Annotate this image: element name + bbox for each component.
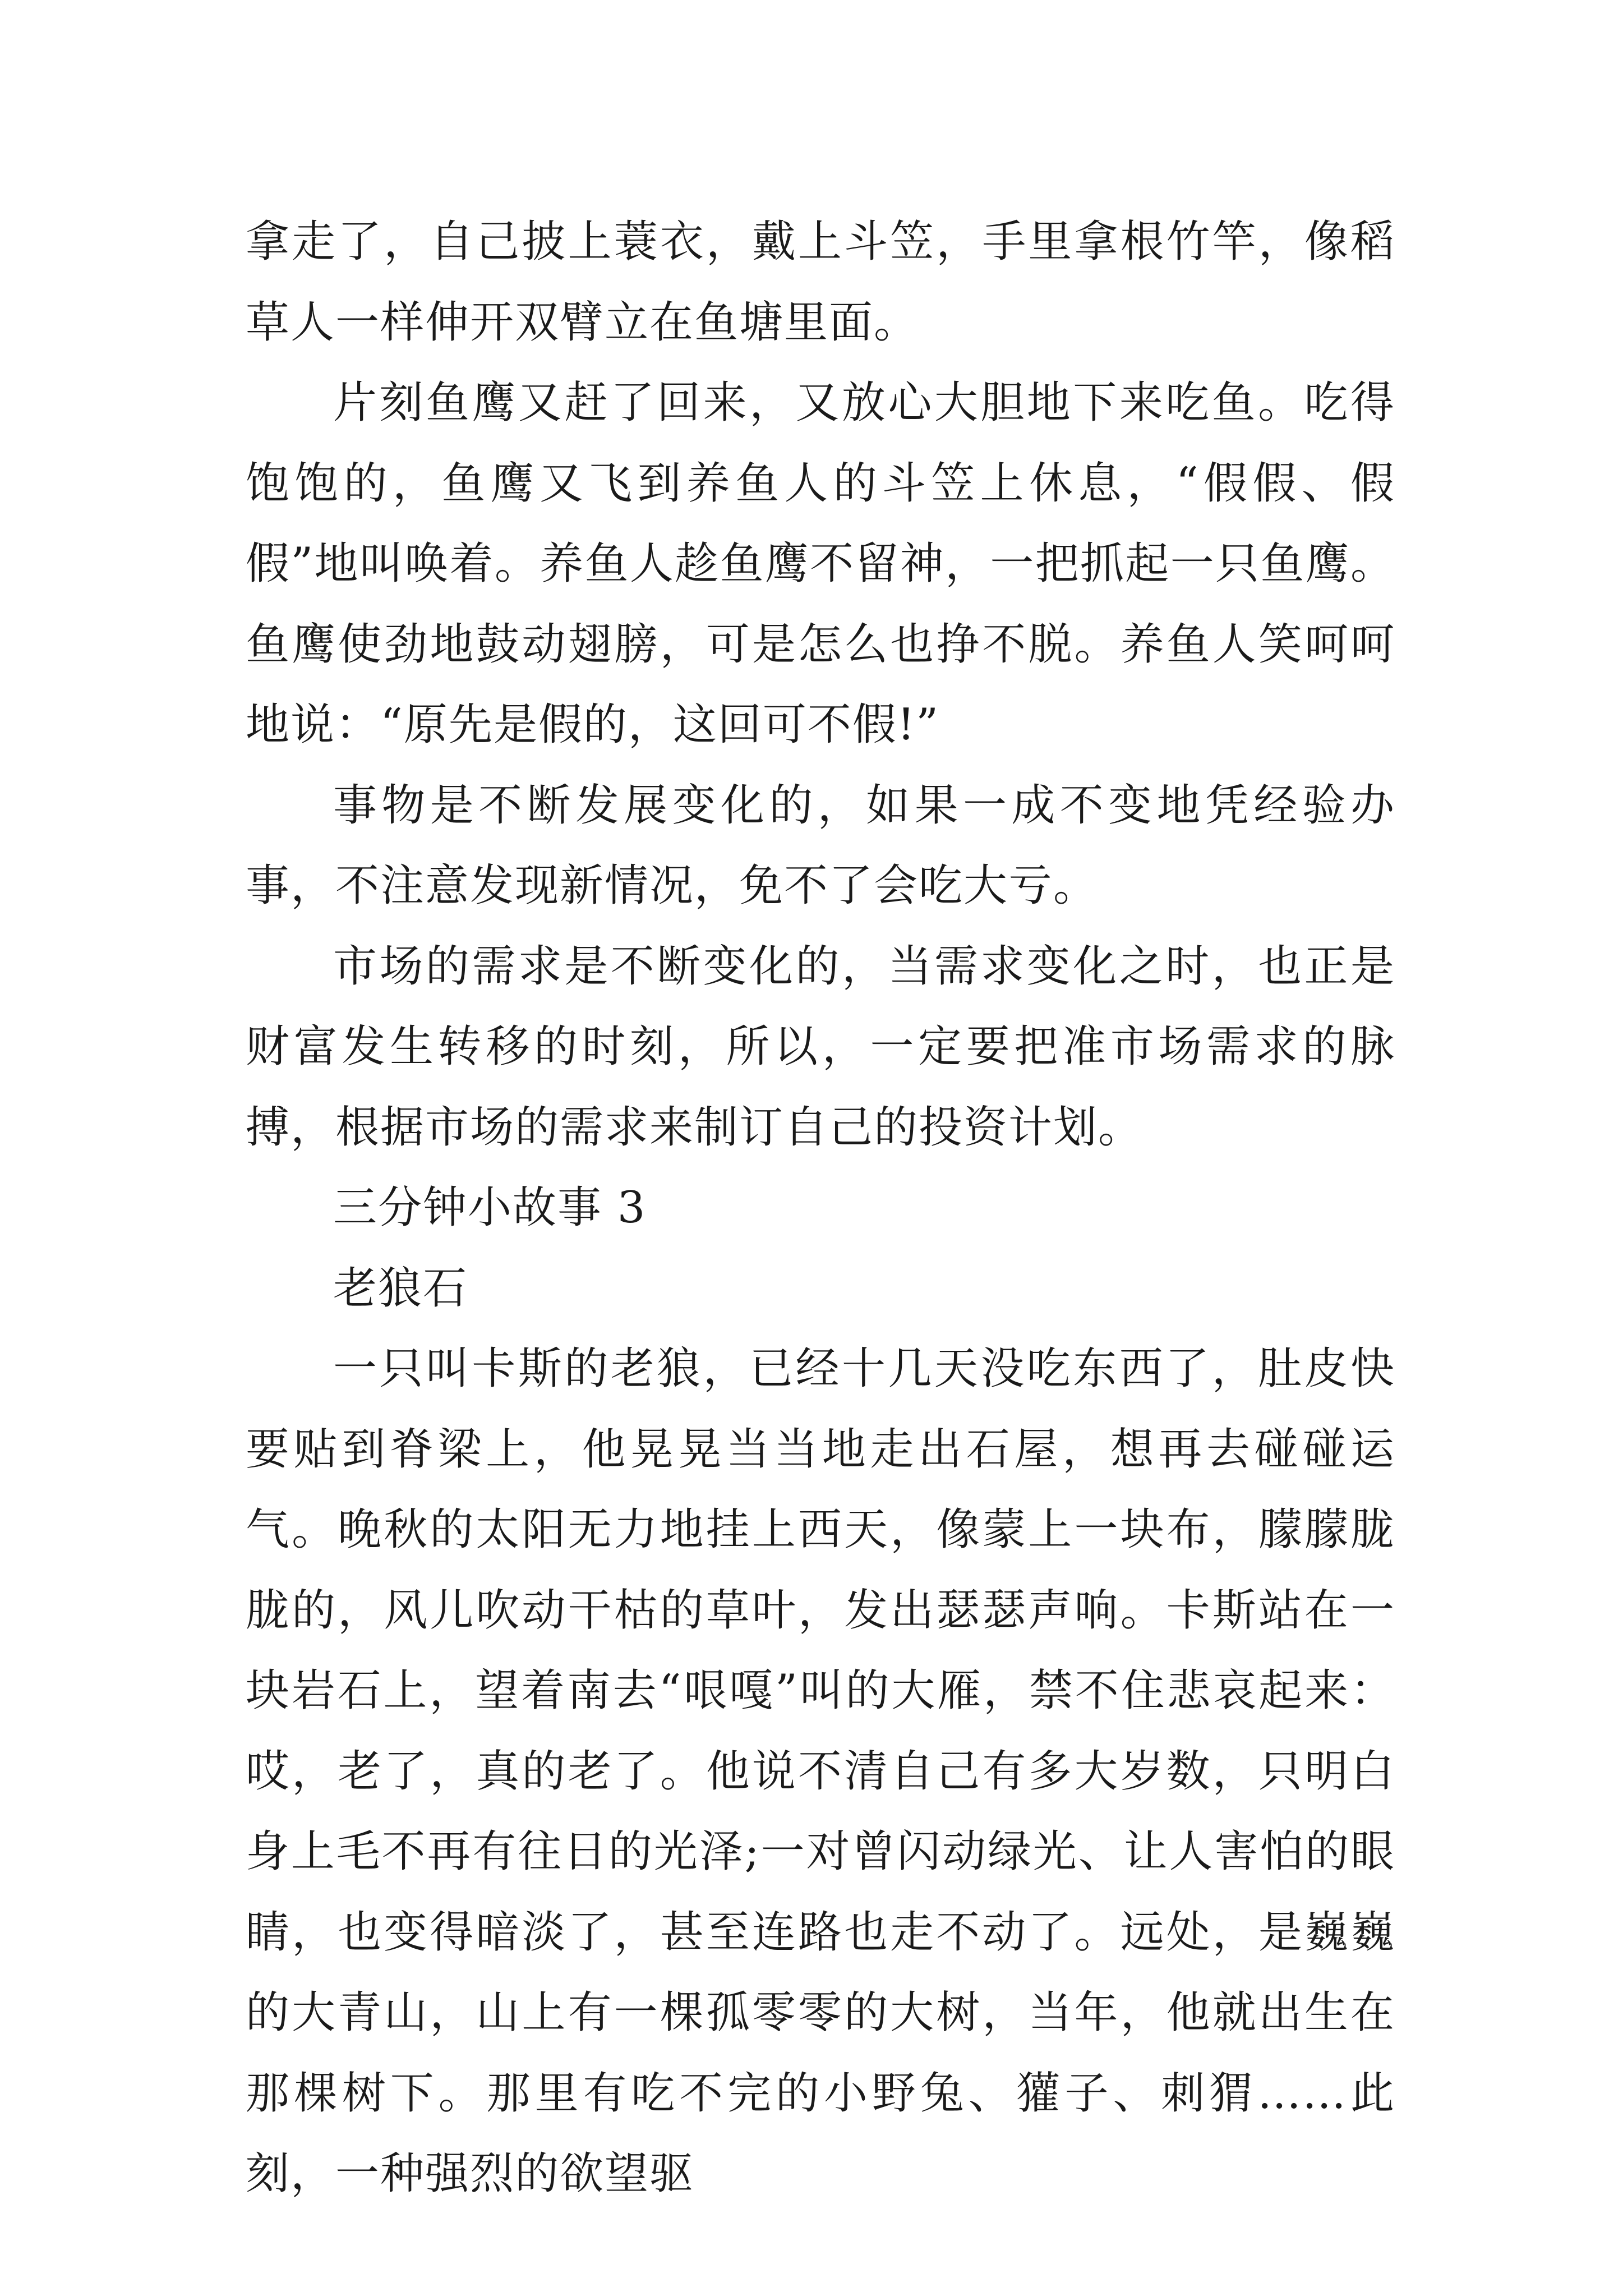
document-body — [246, 202, 1395, 2215]
paragraph-old-wolf: 一只叫卡斯的老狼，已经十几天没吃东西了，肚皮快要贴到脊梁上，他晃晃当当地走出石屋，想再去碰碰运气。晚秋的太阳无力地挂上西天，像蒙上一块布，朦朦胧胧的，风儿吹动干枯的草叶，发出瑟瑟声响。卡斯站在一块岩石上，望着南去“哏嘎”叫的大雁，禁不住悲哀起来：哎，老了，真的老了。他说不清自己有多大岁数，只明白身上毛不再有往日的光泽;一对曾闪动绿光、让人害怕的眼睛，也变得暗淡了，甚至连路也走不动了。远处，是巍巍的大青山，山上有一棵孤零零的大树，当年，他就出生在那棵树下。那里有吃不完的小野兔、獾子、刺猬……此刻，一种强烈的欲望驱 — [246, 1343, 1395, 2199]
paragraph-fish-hawk-return: 片刻鱼鹰又赶了回来，又放心大胆地下来吃鱼。吃得饱饱的，鱼鹰又飞到养鱼人的斗笠上休息，“假假、假假”地叫唤着。养鱼人趁鱼鹰不留神，一把抓起一只鱼鹰。鱼鹰使劲地鼓动翅膀，可是怎么也挣不脱。养鱼人笑呵呵地说：“原先是假的，这回可不假!” — [246, 378, 1395, 750]
story-title: 老狼石 — [333, 1263, 468, 1314]
paragraph-market-lesson: 市场的需求是不断变化的，当需求变化之时，也正是财富发生转移的时刻，所以，一定要把准市场需求的脉搏，根据市场的需求来制订自己的投资计划。 — [246, 941, 1395, 1153]
paragraph-moral: 事物是不断发展变化的，如果一成不变地凭经验办事，不注意发现新情况，免不了会吃大亏。 — [246, 780, 1395, 911]
paragraph-continuation: 拿走了，自己披上蓑衣，戴上斗笠，手里拿根竹竿，像稻草人一样伸开双臂立在鱼塘里面。 — [246, 217, 1395, 348]
section-heading: 三分钟小故事 3 — [333, 1182, 647, 1233]
